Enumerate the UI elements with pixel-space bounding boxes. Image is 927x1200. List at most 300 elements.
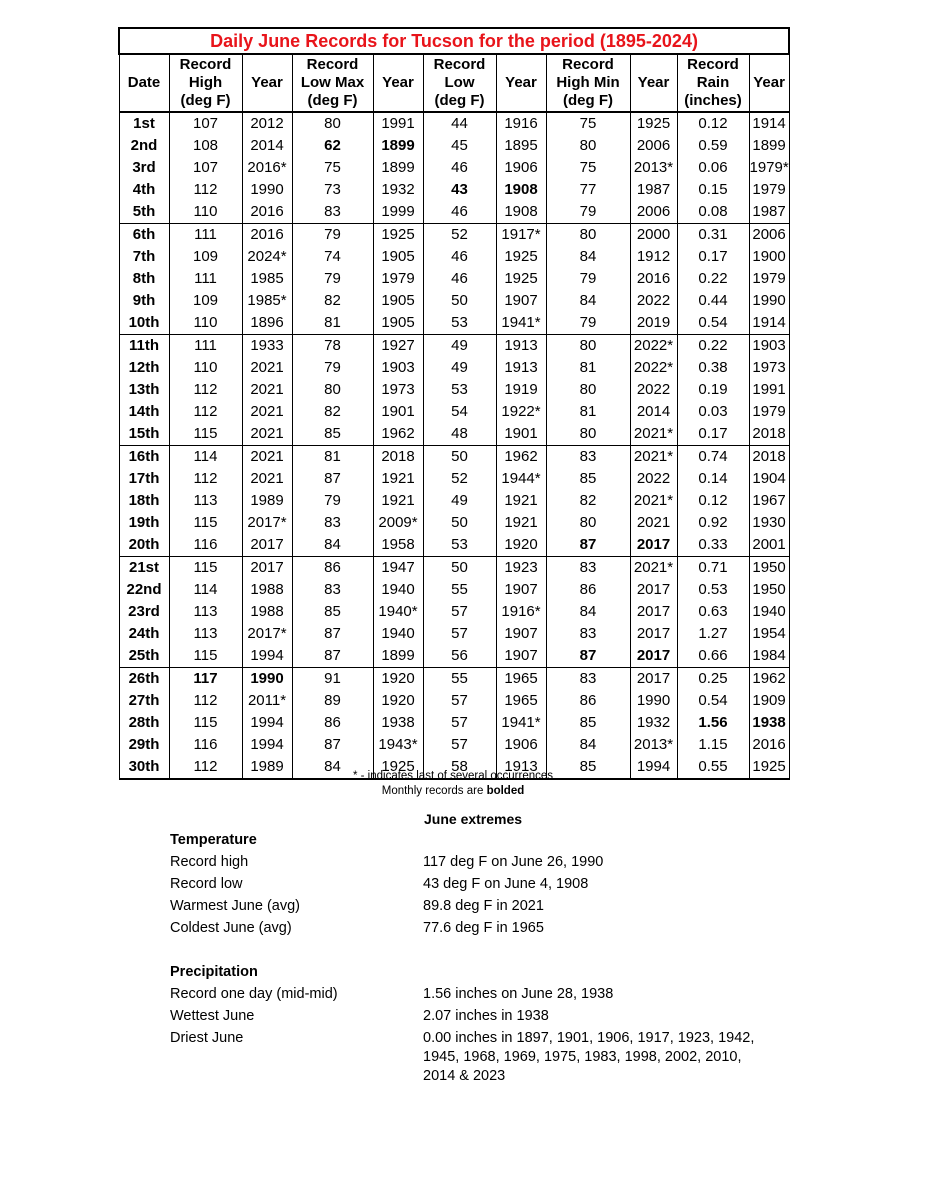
record-cell: 2018 <box>373 446 423 469</box>
record-cell: 111 <box>169 268 242 290</box>
table-row <box>119 201 789 224</box>
record-cell: 113 <box>169 490 242 512</box>
record-cell: 109 <box>169 246 242 268</box>
record-cell: 78 <box>292 335 373 358</box>
record-cell: 1940 <box>749 601 789 623</box>
extreme-label: Wettest June <box>170 1008 255 1024</box>
record-cell: 1914 <box>749 112 789 135</box>
record-cell: 1921 <box>373 468 423 490</box>
record-cell: 91 <box>292 668 373 691</box>
record-cell: 1906 <box>496 157 546 179</box>
record-cell: 1899 <box>373 157 423 179</box>
record-cell: 2017 <box>630 668 677 691</box>
record-cell: 79 <box>546 268 630 290</box>
record-cell: 0.15 <box>677 179 749 201</box>
record-cell: 50 <box>423 557 496 580</box>
record-cell: 2021* <box>630 490 677 512</box>
record-cell: 0.22 <box>677 335 749 358</box>
record-cell: 115 <box>169 423 242 446</box>
record-cell: 83 <box>546 623 630 645</box>
record-cell: 1907 <box>496 290 546 312</box>
record-cell: 1909 <box>749 690 789 712</box>
column-header <box>119 54 169 112</box>
record-cell: 86 <box>546 579 630 601</box>
record-cell: 1925 <box>630 112 677 135</box>
extreme-value: 89.8 deg F in 2021 <box>423 898 544 914</box>
column-header-line: Record <box>562 56 614 73</box>
record-cell: 1985* <box>242 290 292 312</box>
record-cell: 1907 <box>496 579 546 601</box>
record-cell: 1925 <box>373 756 423 779</box>
record-cell: 57 <box>423 712 496 734</box>
record-cell: 0.53 <box>677 579 749 601</box>
record-cell: 83 <box>292 201 373 224</box>
date-cell: 8th <box>119 268 169 290</box>
date-cell: 6th <box>119 224 169 247</box>
column-header-line: Record <box>179 56 232 73</box>
extreme-label: Record low <box>170 876 243 892</box>
record-cell: 0.17 <box>677 423 749 446</box>
record-cell: 49 <box>423 357 496 379</box>
record-cell: 54 <box>423 401 496 423</box>
extreme-value: 2.07 inches in 1938 <box>423 1008 549 1024</box>
record-cell: 0.74 <box>677 446 749 469</box>
date-cell: 25th <box>119 645 169 668</box>
record-cell: 115 <box>169 557 242 580</box>
table-row <box>119 135 789 157</box>
extreme-value: 0.00 inches in 1897, 1901, 1906, 1917, 1923, 1942, 1945, 1968, 1969, 1975, 1983, 1998, 2002, 2010, 2014 & 2023 <box>423 1030 755 1084</box>
record-cell: 0.12 <box>677 490 749 512</box>
date-cell: 5th <box>119 201 169 224</box>
record-cell: 1989 <box>242 490 292 512</box>
record-cell: 46 <box>423 157 496 179</box>
record-cell: 80 <box>546 379 630 401</box>
record-cell: 1919 <box>496 379 546 401</box>
record-cell: 1991 <box>749 379 789 401</box>
record-cell: 1.56 <box>677 712 749 734</box>
column-header-line: Year <box>382 74 414 91</box>
column-header <box>292 54 373 112</box>
table-row <box>119 601 789 623</box>
record-cell: 0.12 <box>677 112 749 135</box>
record-cell: 80 <box>546 335 630 358</box>
record-cell: 1922* <box>496 401 546 423</box>
table-row <box>119 423 789 446</box>
record-cell: 1933 <box>242 335 292 358</box>
date-cell: 20th <box>119 534 169 557</box>
extreme-label: Warmest June (avg) <box>170 898 300 914</box>
record-cell: 1985 <box>242 268 292 290</box>
table-row <box>119 579 789 601</box>
record-cell: 1988 <box>242 601 292 623</box>
record-cell: 1991 <box>373 112 423 135</box>
record-cell: 77 <box>546 179 630 201</box>
column-header <box>496 54 546 112</box>
record-cell: 1908 <box>496 179 546 201</box>
date-cell: 10th <box>119 312 169 335</box>
record-cell: 53 <box>423 379 496 401</box>
record-cell: 115 <box>169 712 242 734</box>
table-row <box>119 357 789 379</box>
record-cell: 79 <box>546 312 630 335</box>
record-cell: 48 <box>423 423 496 446</box>
record-cell: 52 <box>423 224 496 247</box>
record-cell: 2006 <box>630 201 677 224</box>
table-row <box>119 246 789 268</box>
record-cell: 89 <box>292 690 373 712</box>
record-cell: 1927 <box>373 335 423 358</box>
record-cell: 2013* <box>630 734 677 756</box>
record-cell: 87 <box>292 734 373 756</box>
precipitation-heading: Precipitation <box>170 964 258 980</box>
date-cell: 15th <box>119 423 169 446</box>
record-cell: 1990 <box>242 668 292 691</box>
column-header-line: Low Max <box>300 74 365 91</box>
record-cell: 2011* <box>242 690 292 712</box>
record-cell: 1905 <box>373 246 423 268</box>
record-cell: 2021 <box>242 357 292 379</box>
table-row <box>119 446 789 469</box>
record-cell: 1916* <box>496 601 546 623</box>
record-cell: 1899 <box>373 135 423 157</box>
record-cell: 1921 <box>496 512 546 534</box>
record-cell: 1907 <box>496 623 546 645</box>
record-cell: 79 <box>292 224 373 247</box>
record-cell: 110 <box>169 201 242 224</box>
record-cell: 1943* <box>373 734 423 756</box>
record-cell: 112 <box>169 401 242 423</box>
record-cell: 1913 <box>496 756 546 779</box>
record-cell: 74 <box>292 246 373 268</box>
record-cell: 2006 <box>630 135 677 157</box>
record-cell: 0.22 <box>677 268 749 290</box>
record-cell: 1950 <box>749 557 789 580</box>
extreme-value: 117 deg F on June 26, 1990 <box>423 854 604 870</box>
record-cell: 1.27 <box>677 623 749 645</box>
record-cell: 2016 <box>242 224 292 247</box>
record-cell: 2021* <box>630 446 677 469</box>
record-cell: 1965 <box>496 668 546 691</box>
column-header-line: (deg F) <box>434 92 485 109</box>
record-cell: 0.54 <box>677 312 749 335</box>
date-cell: 22nd <box>119 579 169 601</box>
record-cell: 1925 <box>373 224 423 247</box>
record-cell: 87 <box>292 468 373 490</box>
record-cell: 112 <box>169 468 242 490</box>
record-cell: 46 <box>423 246 496 268</box>
record-cell: 112 <box>169 690 242 712</box>
record-cell: 1958 <box>373 534 423 557</box>
record-cell: 81 <box>292 446 373 469</box>
record-cell: 112 <box>169 179 242 201</box>
extreme-label: Record one day (mid-mid) <box>170 986 338 1002</box>
record-cell: 0.38 <box>677 357 749 379</box>
record-cell: 1925 <box>749 756 789 779</box>
record-cell: 1941* <box>496 312 546 335</box>
record-cell: 86 <box>546 690 630 712</box>
record-cell: 0.92 <box>677 512 749 534</box>
record-cell: 75 <box>292 157 373 179</box>
record-cell: 1925 <box>496 246 546 268</box>
record-cell: 2017 <box>242 557 292 580</box>
table-title: Daily June Records for Tucson for the period (1895-2024) <box>119 28 789 54</box>
record-cell: 111 <box>169 224 242 247</box>
record-cell: 1984 <box>749 645 789 668</box>
date-cell: 26th <box>119 668 169 691</box>
date-cell: 24th <box>119 623 169 645</box>
record-cell: 1899 <box>373 645 423 668</box>
record-cell: 1994 <box>630 756 677 779</box>
record-cell: 75 <box>546 112 630 135</box>
record-cell: 1896 <box>242 312 292 335</box>
record-cell: 46 <box>423 201 496 224</box>
date-cell: 18th <box>119 490 169 512</box>
record-cell: 84 <box>292 756 373 779</box>
record-cell: 1962 <box>373 423 423 446</box>
record-cell: 81 <box>546 357 630 379</box>
column-header <box>242 54 292 112</box>
record-cell: 82 <box>292 290 373 312</box>
record-cell: 1987 <box>630 179 677 201</box>
record-cell: 80 <box>546 512 630 534</box>
record-cell: 1905 <box>373 290 423 312</box>
record-cell: 0.17 <box>677 246 749 268</box>
column-header-line: High <box>188 74 223 91</box>
extreme-value: 77.6 deg F in 1965 <box>423 920 544 936</box>
record-cell: 1988 <box>242 579 292 601</box>
record-cell: 2021 <box>242 446 292 469</box>
date-cell: 17th <box>119 468 169 490</box>
record-cell: 80 <box>292 379 373 401</box>
date-cell: 14th <box>119 401 169 423</box>
extreme-value: 43 deg F on June 4, 1908 <box>423 876 589 892</box>
record-cell: 0.33 <box>677 534 749 557</box>
record-cell: 2017 <box>242 534 292 557</box>
record-cell: 1921 <box>496 490 546 512</box>
record-cell: 0.66 <box>677 645 749 668</box>
record-cell: 1979 <box>749 401 789 423</box>
temperature-heading: Temperature <box>170 832 257 848</box>
record-cell: 1941* <box>496 712 546 734</box>
date-cell: 29th <box>119 734 169 756</box>
column-header-line: Date <box>127 74 161 91</box>
record-cell: 43 <box>423 179 496 201</box>
record-cell: 1901 <box>496 423 546 446</box>
date-cell: 3rd <box>119 157 169 179</box>
record-cell: 2014 <box>630 401 677 423</box>
record-cell: 110 <box>169 312 242 335</box>
record-cell: 1994 <box>242 712 292 734</box>
column-header <box>373 54 423 112</box>
record-cell: 84 <box>292 534 373 557</box>
record-cell: 80 <box>546 224 630 247</box>
date-cell: 21st <box>119 557 169 580</box>
record-cell: 79 <box>292 268 373 290</box>
record-cell: 1994 <box>242 645 292 668</box>
record-cell: 1920 <box>373 690 423 712</box>
record-cell: 0.63 <box>677 601 749 623</box>
date-cell: 4th <box>119 179 169 201</box>
record-cell: 113 <box>169 601 242 623</box>
record-cell: 1979 <box>373 268 423 290</box>
record-cell: 1899 <box>749 135 789 157</box>
table-row <box>119 645 789 668</box>
column-header-line: (deg F) <box>563 92 613 109</box>
table-row <box>119 401 789 423</box>
record-cell: 113 <box>169 623 242 645</box>
record-cell: 75 <box>546 157 630 179</box>
record-cell: 1973 <box>373 379 423 401</box>
record-cell: 2016 <box>242 201 292 224</box>
record-cell: 109 <box>169 290 242 312</box>
table-row <box>119 623 789 645</box>
record-cell: 85 <box>292 601 373 623</box>
monthly-note <box>118 785 788 797</box>
record-cell: 2021* <box>630 423 677 446</box>
record-cell: 81 <box>546 401 630 423</box>
record-cell: 85 <box>546 756 630 779</box>
record-cell: 112 <box>169 756 242 779</box>
record-cell: 2017 <box>630 623 677 645</box>
date-cell: 7th <box>119 246 169 268</box>
monthly-note-bold: bolded <box>486 785 525 797</box>
record-cell: 2018 <box>749 423 789 446</box>
record-cell: 1930 <box>749 512 789 534</box>
table-row <box>119 224 789 247</box>
record-cell: 1907 <box>496 645 546 668</box>
table-row <box>119 512 789 534</box>
date-cell: 9th <box>119 290 169 312</box>
record-cell: 2021 <box>242 401 292 423</box>
record-cell: 0.08 <box>677 201 749 224</box>
date-cell: 13th <box>119 379 169 401</box>
record-cell: 1967 <box>749 490 789 512</box>
record-cell: 1916 <box>496 112 546 135</box>
table-row <box>119 290 789 312</box>
record-cell: 117 <box>169 668 242 691</box>
record-cell: 84 <box>546 246 630 268</box>
record-cell: 2016 <box>630 268 677 290</box>
table-row <box>119 157 789 179</box>
record-cell: 50 <box>423 512 496 534</box>
record-cell: 50 <box>423 446 496 469</box>
record-cell: 1903 <box>749 335 789 358</box>
record-cell: 46 <box>423 268 496 290</box>
record-cell: 0.31 <box>677 224 749 247</box>
record-cell: 111 <box>169 335 242 358</box>
record-cell: 2016 <box>749 734 789 756</box>
column-header-line: (deg F) <box>180 92 231 109</box>
record-cell: 1940 <box>373 579 423 601</box>
record-cell: 1905 <box>373 312 423 335</box>
record-cell: 84 <box>546 601 630 623</box>
column-header <box>169 54 242 112</box>
record-cell: 1901 <box>373 401 423 423</box>
record-cell: 1990 <box>630 690 677 712</box>
date-cell: 2nd <box>119 135 169 157</box>
column-header <box>423 54 496 112</box>
record-cell: 1962 <box>749 668 789 691</box>
record-cell: 87 <box>546 534 630 557</box>
column-header-line: Year <box>251 74 283 91</box>
record-cell: 1895 <box>496 135 546 157</box>
record-cell: 112 <box>169 379 242 401</box>
column-header <box>749 54 789 112</box>
record-cell: 0.71 <box>677 557 749 580</box>
record-cell: 2001 <box>749 534 789 557</box>
record-cell: 1908 <box>496 201 546 224</box>
extreme-value: 1.56 inches on June 28, 1938 <box>423 986 614 1002</box>
record-cell: 1987 <box>749 201 789 224</box>
column-header-line: High Min <box>556 74 620 91</box>
table-row <box>119 690 789 712</box>
record-cell: 79 <box>292 490 373 512</box>
record-cell: 2017 <box>630 601 677 623</box>
record-cell: 1914 <box>749 312 789 335</box>
record-cell: 1906 <box>496 734 546 756</box>
record-cell: 2017 <box>630 534 677 557</box>
record-cell: 116 <box>169 534 242 557</box>
record-cell: 2021 <box>242 423 292 446</box>
record-cell: 2021 <box>630 512 677 534</box>
record-cell: 73 <box>292 179 373 201</box>
table-body <box>119 112 789 779</box>
record-cell: 83 <box>292 579 373 601</box>
record-cell: 2022 <box>630 468 677 490</box>
record-cell: 0.44 <box>677 290 749 312</box>
record-cell: 85 <box>546 468 630 490</box>
record-cell: 2022 <box>630 290 677 312</box>
date-cell: 27th <box>119 690 169 712</box>
record-cell: 1.15 <box>677 734 749 756</box>
column-header <box>677 54 749 112</box>
record-cell: 1923 <box>496 557 546 580</box>
record-cell: 2024* <box>242 246 292 268</box>
date-cell: 23rd <box>119 601 169 623</box>
column-header-line: Record <box>433 56 486 73</box>
record-cell: 84 <box>546 290 630 312</box>
record-cell: 2012 <box>242 112 292 135</box>
table-row <box>119 557 789 580</box>
record-cell: 1932 <box>373 179 423 201</box>
record-cell: 110 <box>169 357 242 379</box>
column-header-line: Year <box>505 74 537 91</box>
header-row <box>119 54 789 112</box>
record-cell: 2022* <box>630 357 677 379</box>
table-row <box>119 490 789 512</box>
extreme-label: Record high <box>170 854 249 870</box>
column-header-line: Low <box>444 74 475 91</box>
extreme-label: Coldest June (avg) <box>170 920 292 936</box>
record-cell: 1903 <box>373 357 423 379</box>
record-cell: 0.59 <box>677 135 749 157</box>
column-header-line: Year <box>637 74 670 91</box>
record-cell: 87 <box>292 645 373 668</box>
table-row <box>119 734 789 756</box>
record-cell: 83 <box>292 512 373 534</box>
column-header <box>630 54 677 112</box>
record-cell: 1979 <box>749 268 789 290</box>
table-row <box>119 335 789 358</box>
record-cell: 87 <box>546 645 630 668</box>
record-cell: 2013* <box>630 157 677 179</box>
record-cell: 0.19 <box>677 379 749 401</box>
occurrence-note: * - indicates last of several occurrences <box>352 770 554 782</box>
record-cell: 80 <box>546 423 630 446</box>
record-cell: 1979 <box>749 179 789 201</box>
record-cell: 2000 <box>630 224 677 247</box>
record-cell: 2014 <box>242 135 292 157</box>
